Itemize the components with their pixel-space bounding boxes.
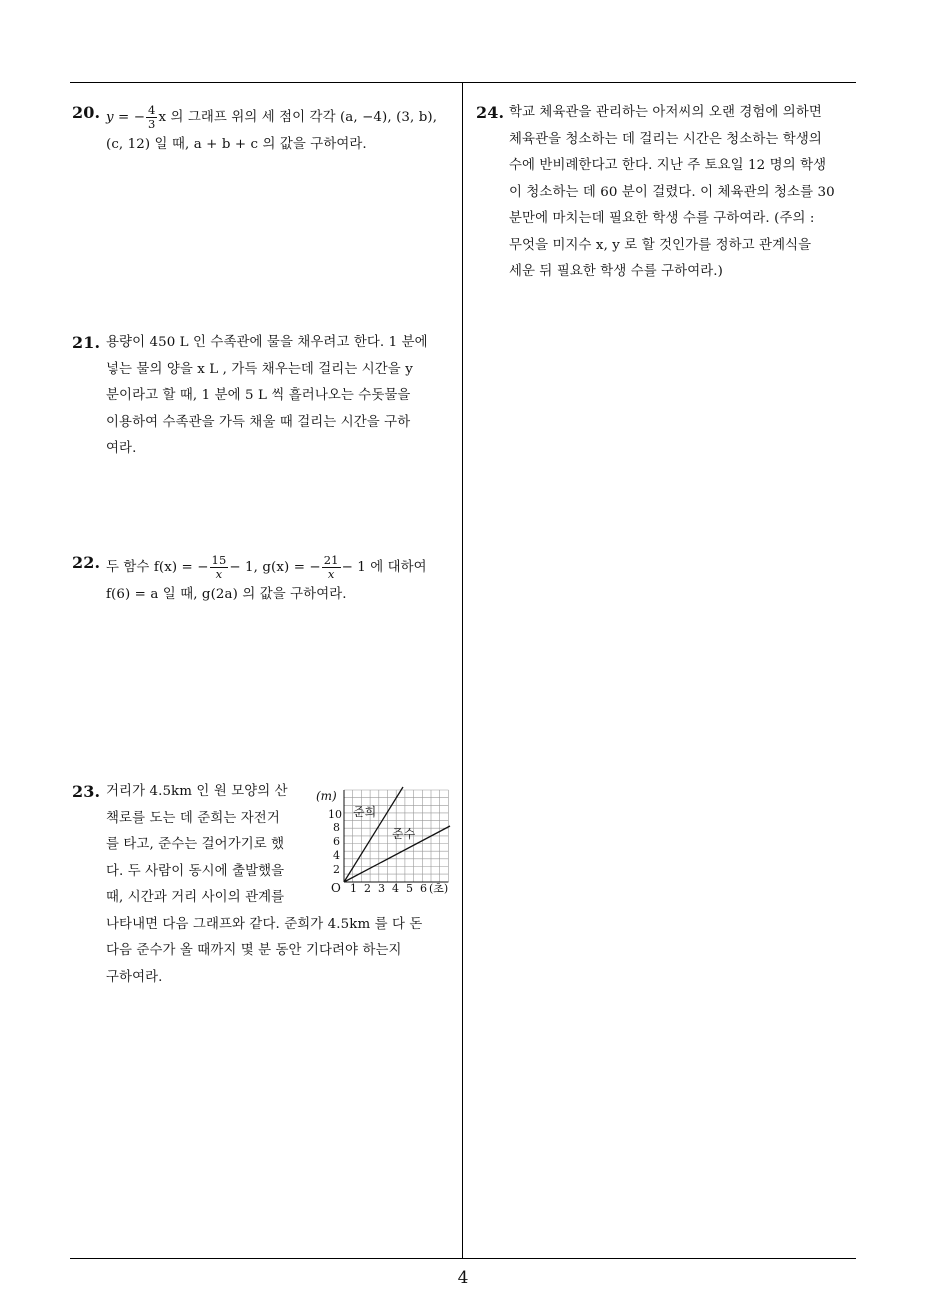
origin-label: O (331, 881, 341, 895)
problem-line: 수에 반비례한다고 한다. 지난 주 토요일 12 명의 학생 (509, 158, 827, 173)
problem-number: 23. (72, 782, 101, 801)
problem-text (509, 100, 858, 286)
y-tick: 6 (333, 835, 340, 848)
x-tick: 1 (350, 882, 357, 895)
fraction: $\frac{21}{x}$ (323, 553, 339, 581)
problem-line: 분이라고 할 때, 1 분에 5 L 씩 흘러나오는 수돗물을 (106, 388, 411, 403)
y-tick: 8 (333, 821, 340, 834)
problem-line: 무엇을 미지수 x, y 로 할 것인가를 정하고 관계식을 (509, 237, 812, 253)
column-divider (462, 83, 463, 1259)
problem-number: 24. (476, 103, 505, 122)
problem-line: 분만에 마치는데 필요한 학생 수를 구하여라. (주의 : (509, 211, 815, 226)
problem-line: 거리가 4.5km 인 원 모양의 산 (106, 784, 288, 799)
problem-text (106, 330, 460, 463)
y-unit-label: (m) (316, 789, 337, 803)
x-tick: 3 (378, 882, 385, 895)
problem-line: 넣는 물의 양을 x L , 가득 채우는데 걸리는 시간을 y (106, 361, 413, 377)
problem-line: 구하여라. (106, 969, 163, 985)
problem-number: 22. (72, 553, 101, 572)
fraction: $\frac{15}{x}$ (211, 553, 227, 581)
problem-number: 21. (72, 333, 101, 352)
problem-line: 두 함수 f(x) = − $\frac{15}{x}$ − 1, g(x) = − $\frac{21}{x}$ − 1 에 대하여 (106, 553, 427, 581)
fraction: $\frac{4}{3}$ (148, 103, 156, 131)
problem-line: 다. 두 사람이 동시에 출발했을 (106, 863, 285, 879)
x-unit-label: (초) (429, 882, 449, 895)
problem-line: 체육관을 청소하는 데 걸리는 시간은 청소하는 학생의 (509, 131, 822, 147)
problem-line: 다음 준수가 올 때까지 몇 분 동안 기다려야 하는지 (106, 943, 402, 958)
page-number: 4 (457, 1268, 469, 1288)
problem-line: 학교 체육관을 관리하는 아저씨의 오랜 경험에 의하면 (509, 105, 822, 120)
y-tick: 4 (333, 849, 340, 862)
problem-number: 20. (72, 103, 101, 122)
y-tick: 2 (333, 863, 340, 876)
distance-time-graph (314, 784, 464, 902)
problem-line: 를 타고, 준수는 걸어가기로 했 (106, 837, 285, 852)
y-tick: 10 (328, 808, 342, 821)
x-tick: 6 (420, 882, 427, 895)
problem-line: 때, 시간과 거리 사이의 관계를 (106, 890, 285, 905)
problem-line: 책로를 도는 데 준희는 자전거 (106, 810, 280, 826)
problem-line: 여라. (106, 441, 137, 456)
series-label-junhee: 준희 (353, 805, 377, 819)
problem-line: 세운 뒤 필요한 학생 수를 구하여라.) (509, 264, 723, 279)
x-tick: 5 (406, 882, 413, 895)
problem-line: f(6) = a 일 때, g(2a) 의 값을 구하여라. (106, 586, 347, 602)
problem-line: 용량이 450 L 인 수족관에 물을 채우려고 한다. 1 분에 (106, 335, 428, 350)
bottom-rule (70, 1258, 856, 1259)
series-label-junsu: 준수 (392, 827, 416, 841)
problem-line: 이용하여 수족관을 가득 채울 때 걸리는 시간을 구하 (106, 414, 411, 430)
x-tick: 4 (392, 882, 399, 895)
x-tick: 2 (364, 882, 371, 895)
problem-line: 나타내면 다음 그래프와 같다. 준희가 4.5km 를 다 돈 (106, 916, 423, 932)
problem-line: (c, 12) 일 때, a + b + c 의 값을 구하여라. (106, 136, 367, 152)
problem-line: 이 청소하는 데 60 분이 걸렸다. 이 체육관의 청소를 30 (509, 184, 835, 200)
problem-text (106, 554, 460, 608)
problem-text (106, 104, 460, 158)
problem-line: y = − $\frac{4}{3}$ x 의 그래프 위의 세 점이 각각 (a, −4), (3, b), (106, 103, 438, 131)
